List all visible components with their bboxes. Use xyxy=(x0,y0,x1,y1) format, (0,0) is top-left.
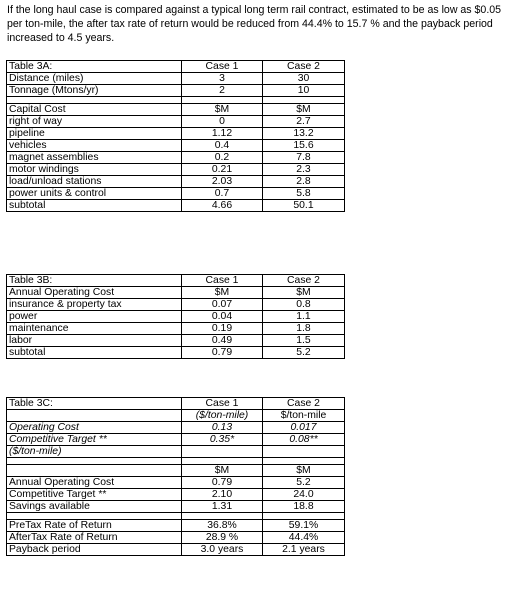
table-row xyxy=(7,520,345,532)
table-row xyxy=(7,73,345,85)
table-row xyxy=(7,200,345,212)
subtotal-value: 4.66 xyxy=(182,200,263,212)
cell-value: 2 xyxy=(182,85,263,97)
row-label: PreTax Rate of Return xyxy=(7,520,182,532)
table-3c xyxy=(6,397,345,556)
cell-unit: $M xyxy=(263,287,345,299)
table-row xyxy=(7,128,345,140)
row-label: Operating Cost xyxy=(7,422,182,434)
unit-label: $/ton-mile xyxy=(263,410,345,422)
table-row xyxy=(7,398,345,410)
cell-value: 0.08** xyxy=(263,434,345,446)
table-row xyxy=(7,140,345,152)
table-row xyxy=(7,323,345,335)
row-label: Annual Operating Cost xyxy=(7,477,182,489)
column-header-case1: Case 1 xyxy=(182,398,263,410)
row-label: insurance & property tax xyxy=(7,299,182,311)
subtotal-label: subtotal xyxy=(7,200,182,212)
cell-value: 2.03 xyxy=(182,176,263,188)
cell-value: 18.8 xyxy=(263,501,345,513)
table-row xyxy=(7,188,345,200)
cell-value: 2.3 xyxy=(263,164,345,176)
table-row xyxy=(7,477,345,489)
cell-value: 5.2 xyxy=(263,477,345,489)
cell-value: 1.12 xyxy=(182,128,263,140)
cell-value: 5.8 xyxy=(263,188,345,200)
cell-unit: $M xyxy=(182,104,263,116)
table-3a xyxy=(6,60,345,212)
cell-value: 0.07 xyxy=(182,299,263,311)
table-3b xyxy=(6,274,345,359)
table-title: Table 3A: xyxy=(7,61,182,73)
cell-value: 1.31 xyxy=(182,501,263,513)
cell-value: 0.4 xyxy=(182,140,263,152)
intro-paragraph: If the long haul case is compared against a typical long term rail contract, estimated to be as low as $0.05 per ton-mile, the after tax rate of return would be reduced from 44.4% to 15.7 % and the payback period increased to 4.5 years. xyxy=(7,4,502,44)
row-label: power xyxy=(7,311,182,323)
row-label: Capital Cost xyxy=(7,104,182,116)
subtotal-label: subtotal xyxy=(7,347,182,359)
column-header-case2: Case 2 xyxy=(263,61,345,73)
cell-value: 59.1% xyxy=(263,520,345,532)
row-label: Distance (miles) xyxy=(7,73,182,85)
cell-value: 0.79 xyxy=(182,477,263,489)
table-row xyxy=(7,176,345,188)
table-row xyxy=(7,85,345,97)
cell-value: 1.1 xyxy=(263,311,345,323)
table-row xyxy=(7,116,345,128)
row-label: motor windings xyxy=(7,164,182,176)
table-spacer xyxy=(7,458,345,465)
table-spacer xyxy=(7,513,345,520)
table-row xyxy=(7,410,345,422)
row-label: Tonnage (Mtons/yr) xyxy=(7,85,182,97)
cell-value: 0.35* xyxy=(182,434,263,446)
row-label: Annual Operating Cost xyxy=(7,287,182,299)
unit-label: ($/ton-mile) xyxy=(182,410,263,422)
table-row xyxy=(7,335,345,347)
row-label: load/unload stations xyxy=(7,176,182,188)
table-row xyxy=(7,446,345,458)
cell-value: 0.8 xyxy=(263,299,345,311)
subtotal-value: 50.1 xyxy=(263,200,345,212)
cell-value: 1.8 xyxy=(263,323,345,335)
table-row xyxy=(7,311,345,323)
cell-value: 24.0 xyxy=(263,489,345,501)
row-label: magnet assemblies xyxy=(7,152,182,164)
column-header-case2: Case 2 xyxy=(263,275,345,287)
row-label: maintenance xyxy=(7,323,182,335)
table-row xyxy=(7,152,345,164)
cell-value: 15.6 xyxy=(263,140,345,152)
cell-value: 1.5 xyxy=(263,335,345,347)
cell-value: 0.49 xyxy=(182,335,263,347)
table-row xyxy=(7,164,345,176)
row-label: Competitive Target ** xyxy=(7,434,182,446)
cell-value: 0.21 xyxy=(182,164,263,176)
row-label: Competitive Target ** xyxy=(7,489,182,501)
cell-value: 0.13 xyxy=(182,422,263,434)
cell-value: 0 xyxy=(182,116,263,128)
table-row xyxy=(7,532,345,544)
cell-value: 2.7 xyxy=(263,116,345,128)
cell-value: 0.7 xyxy=(182,188,263,200)
column-header-case1: Case 1 xyxy=(182,61,263,73)
cell-unit: $M xyxy=(182,465,263,477)
table-row xyxy=(7,104,345,116)
row-label: AfterTax Rate of Return xyxy=(7,532,182,544)
cell-value: 3 xyxy=(182,73,263,85)
column-header-case2: Case 2 xyxy=(263,398,345,410)
cell-value: 10 xyxy=(263,85,345,97)
cell-value: 36.8% xyxy=(182,520,263,532)
cell-value: 30 xyxy=(263,73,345,85)
table-row xyxy=(7,347,345,359)
cell-unit: $M xyxy=(182,287,263,299)
table-row xyxy=(7,501,345,513)
cell-value: 2.1 years xyxy=(263,544,345,556)
cell-value: 2.8 xyxy=(263,176,345,188)
table-row xyxy=(7,287,345,299)
cell-value: 13.2 xyxy=(263,128,345,140)
table-spacer xyxy=(7,97,345,104)
cell-value: 7.8 xyxy=(263,152,345,164)
subtotal-value: 0.79 xyxy=(182,347,263,359)
row-label: pipeline xyxy=(7,128,182,140)
cell-value: 0.017 xyxy=(263,422,345,434)
table-row xyxy=(7,299,345,311)
row-label: Savings available xyxy=(7,501,182,513)
row-label: right of way xyxy=(7,116,182,128)
row-label: power units & control xyxy=(7,188,182,200)
table-title: Table 3B: xyxy=(7,275,182,287)
row-label: labor xyxy=(7,335,182,347)
subtotal-value: 5.2 xyxy=(263,347,345,359)
table-row xyxy=(7,275,345,287)
table-title: Table 3C: xyxy=(7,398,182,410)
cell-value: 0.19 xyxy=(182,323,263,335)
row-label: vehicles xyxy=(7,140,182,152)
cell-value: 28.9 % xyxy=(182,532,263,544)
table-row xyxy=(7,489,345,501)
cell-value: 0.2 xyxy=(182,152,263,164)
table-row xyxy=(7,465,345,477)
cell-value: 0.04 xyxy=(182,311,263,323)
cell-value: 3.0 years xyxy=(182,544,263,556)
table-row xyxy=(7,434,345,446)
cell-unit: $M xyxy=(263,465,345,477)
row-label: ($/ton-mile) xyxy=(7,446,182,458)
table-row xyxy=(7,544,345,556)
cell-value: 2.10 xyxy=(182,489,263,501)
cell-value: 44.4% xyxy=(263,532,345,544)
table-row xyxy=(7,422,345,434)
column-header-case1: Case 1 xyxy=(182,275,263,287)
row-label: Payback period xyxy=(7,544,182,556)
table-row xyxy=(7,61,345,73)
cell-unit: $M xyxy=(263,104,345,116)
